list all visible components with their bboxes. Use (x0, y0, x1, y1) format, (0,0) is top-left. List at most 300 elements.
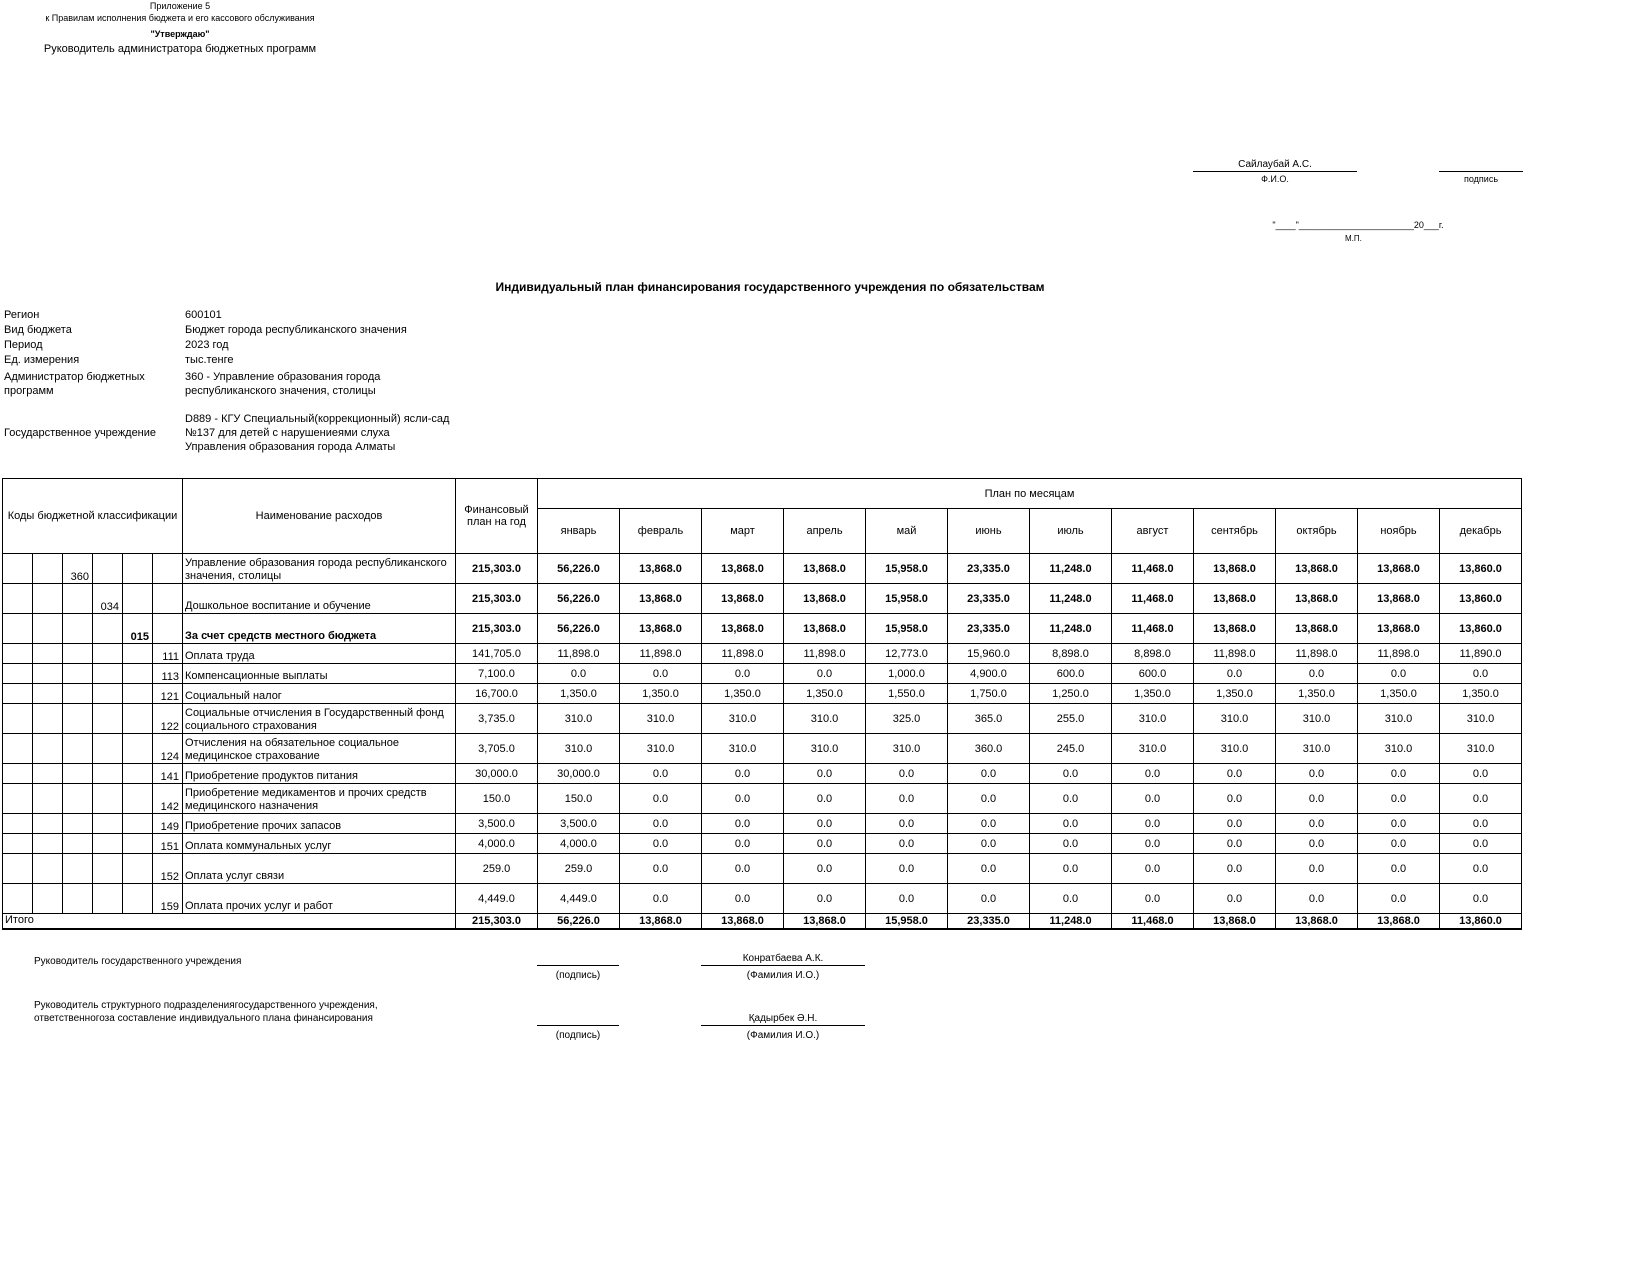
month-value: 11,468.0 (1112, 554, 1194, 584)
month-value: 0.0 (620, 784, 702, 814)
meta-value: 360 - Управление образования города республиканского значения, столицы (185, 371, 381, 397)
expense-name: Оплата прочих услуг и работ (183, 884, 456, 914)
month-value: 12,773.0 (866, 644, 948, 664)
month-value: 11,890.0 (1440, 644, 1522, 664)
month-value: 310.0 (866, 734, 948, 764)
month-value: 1,000.0 (866, 664, 948, 684)
code-cell (33, 764, 63, 784)
code-program (93, 884, 123, 914)
code-administrator (63, 614, 93, 644)
code-subprogram (123, 764, 153, 784)
month-value: 1,350.0 (1358, 684, 1440, 704)
month-value: 0.0 (1358, 664, 1440, 684)
code-specifier: 159 (153, 884, 183, 914)
total-month-value: 13,868.0 (1276, 914, 1358, 929)
code-cell (3, 814, 33, 834)
meta-label: Вид бюджета (4, 324, 72, 336)
meta-label: Государственное учреждение (4, 427, 157, 439)
header-month: май (866, 509, 948, 554)
month-value: 13,868.0 (1358, 614, 1440, 644)
month-value: 0.0 (620, 834, 702, 854)
month-value: 245.0 (1030, 734, 1112, 764)
month-value: 13,868.0 (1194, 554, 1276, 584)
code-administrator (63, 764, 93, 784)
annual-plan-value: 7,100.0 (456, 664, 538, 684)
month-value: 0.0 (1358, 764, 1440, 784)
meta-value: 600101 (185, 309, 222, 321)
month-value: 0.0 (1112, 764, 1194, 784)
month-value: 0.0 (1440, 814, 1522, 834)
expense-name: Приобретение продуктов питания (183, 764, 456, 784)
month-value: 0.0 (702, 814, 784, 834)
month-value: 4,449.0 (538, 884, 620, 914)
document-title: Индивидуальный план финансирования государственного учреждения по обязательствам (495, 280, 1045, 294)
meta-label: Период (4, 339, 43, 351)
month-value: 13,860.0 (1440, 584, 1522, 614)
month-value: 13,868.0 (1194, 614, 1276, 644)
month-value: 0.0 (1358, 814, 1440, 834)
code-specifier: 141 (153, 764, 183, 784)
month-value: 255.0 (1030, 704, 1112, 734)
month-value: 365.0 (948, 704, 1030, 734)
month-value: 13,868.0 (784, 614, 866, 644)
code-program (93, 734, 123, 764)
code-cell (33, 814, 63, 834)
month-value: 1,550.0 (866, 684, 948, 704)
meta-label: Администратор бюджетных программ (4, 371, 145, 397)
table-row (3, 734, 1522, 764)
annual-plan-value: 215,303.0 (456, 554, 538, 584)
month-value: 0.0 (1276, 834, 1358, 854)
month-value: 13,868.0 (784, 554, 866, 584)
code-cell (33, 664, 63, 684)
table-row (3, 884, 1522, 914)
month-value: 310.0 (1112, 734, 1194, 764)
code-program (93, 704, 123, 734)
month-value: 13,868.0 (1276, 614, 1358, 644)
table-row (3, 854, 1522, 884)
month-value: 310.0 (702, 734, 784, 764)
code-subprogram (123, 584, 153, 614)
month-value: 0.0 (1440, 764, 1522, 784)
code-cell (3, 834, 33, 854)
footer-head-name-line (701, 965, 865, 966)
expense-name: Управление образования города республиканского значения, столицы (183, 554, 456, 584)
month-value: 23,335.0 (948, 554, 1030, 584)
month-value: 0.0 (1030, 834, 1112, 854)
header-month: июль (1030, 509, 1112, 554)
code-subprogram: 015 (123, 614, 153, 644)
code-cell (3, 854, 33, 884)
code-cell (33, 584, 63, 614)
month-value: 360.0 (948, 734, 1030, 764)
total-month-value: 13,868.0 (702, 914, 784, 929)
code-specifier (153, 584, 183, 614)
month-value: 0.0 (784, 784, 866, 814)
month-value: 0.0 (1194, 764, 1276, 784)
month-value: 1,350.0 (784, 684, 866, 704)
code-subprogram (123, 704, 153, 734)
code-specifier: 113 (153, 664, 183, 684)
code-cell (33, 834, 63, 854)
month-value: 0.0 (620, 764, 702, 784)
month-value: 0.0 (620, 814, 702, 834)
month-value: 1,350.0 (538, 684, 620, 704)
footer-sub-label-1: Руководитель структурного подразделениягосударственного учреждения, (34, 1000, 378, 1011)
annual-plan-value: 3,500.0 (456, 814, 538, 834)
code-subprogram (123, 664, 153, 684)
footer-head-name: Конратбаева А.К. (742, 953, 824, 964)
month-value: 1,350.0 (1194, 684, 1276, 704)
month-value: 600.0 (1112, 664, 1194, 684)
code-subprogram (123, 734, 153, 764)
code-administrator (63, 704, 93, 734)
financing-plan-table (2, 478, 1522, 930)
code-program (93, 554, 123, 584)
code-specifier: 124 (153, 734, 183, 764)
month-value: 0.0 (784, 814, 866, 834)
month-value: 0.0 (702, 764, 784, 784)
total-row (3, 914, 1522, 929)
expense-name: Социальный налог (183, 684, 456, 704)
month-value: 0.0 (1030, 814, 1112, 834)
month-value: 0.0 (1030, 854, 1112, 884)
month-value: 600.0 (1030, 664, 1112, 684)
annual-plan-value: 150.0 (456, 784, 538, 814)
code-program (93, 764, 123, 784)
month-value: 1,350.0 (1112, 684, 1194, 704)
code-administrator: 360 (63, 554, 93, 584)
month-value: 150.0 (538, 784, 620, 814)
month-value: 11,468.0 (1112, 584, 1194, 614)
month-value: 13,860.0 (1440, 554, 1522, 584)
month-value: 310.0 (538, 734, 620, 764)
month-value: 310.0 (1440, 734, 1522, 764)
table-row (3, 684, 1522, 704)
code-cell (3, 734, 33, 764)
month-value: 11,248.0 (1030, 614, 1112, 644)
total-month-value: 13,868.0 (620, 914, 702, 929)
footer-head-label: Руководитель государственного учреждения (34, 956, 242, 967)
month-value: 11,898.0 (1358, 644, 1440, 664)
appendix-number: Приложение 5 (149, 1, 211, 11)
month-value: 310.0 (1440, 704, 1522, 734)
month-value: 15,958.0 (866, 554, 948, 584)
month-value: 0.0 (784, 834, 866, 854)
code-program (93, 814, 123, 834)
month-value: 1,350.0 (1440, 684, 1522, 704)
month-value: 8,898.0 (1112, 644, 1194, 664)
month-value: 11,898.0 (1194, 644, 1276, 664)
annual-plan-value: 30,000.0 (456, 764, 538, 784)
header-month: июнь (948, 509, 1030, 554)
code-program (93, 644, 123, 664)
header-month: апрель (784, 509, 866, 554)
expense-name: Приобретение медикаментов и прочих средств медицинского назначения (183, 784, 456, 814)
month-value: 0.0 (866, 814, 948, 834)
month-value: 0.0 (1194, 834, 1276, 854)
month-value: 11,248.0 (1030, 554, 1112, 584)
month-value: 56,226.0 (538, 554, 620, 584)
expense-name: Отчисления на обязательное социальное медицинское страхование (183, 734, 456, 764)
footer-head-signature-caption: (подпись) (555, 970, 601, 981)
header-month: август (1112, 509, 1194, 554)
footer-head-signature-line (537, 965, 619, 966)
stamp-place: М.П. (1345, 234, 1362, 243)
code-administrator (63, 584, 93, 614)
footer-sub-signature-caption: (подпись) (555, 1030, 601, 1041)
table-row (3, 834, 1522, 854)
month-value: 13,868.0 (702, 554, 784, 584)
month-value: 0.0 (1276, 764, 1358, 784)
approver-signature-caption: подпись (1463, 174, 1499, 184)
month-value: 0.0 (702, 884, 784, 914)
code-administrator (63, 884, 93, 914)
month-value: 11,248.0 (1030, 584, 1112, 614)
total-month-value: 56,226.0 (538, 914, 620, 929)
annual-plan-value: 141,705.0 (456, 644, 538, 664)
table-row (3, 644, 1522, 664)
header-name: Наименование расходов (183, 479, 456, 554)
month-value: 8,898.0 (1030, 644, 1112, 664)
footer-sub-signature-line (537, 1025, 619, 1026)
approver-title: Руководитель администратора бюджетных программ (43, 43, 317, 55)
code-cell (33, 614, 63, 644)
code-administrator (63, 644, 93, 664)
month-value: 0.0 (1030, 764, 1112, 784)
month-value: 13,868.0 (1276, 554, 1358, 584)
header-month: январь (538, 509, 620, 554)
meta-value: D889 - КГУ Специальный(коррекционный) ясли-сад №137 для детей с нарушениеями слуха Управления образования города Алматы (185, 413, 450, 453)
month-value: 0.0 (866, 784, 948, 814)
month-value: 13,868.0 (784, 584, 866, 614)
code-program (93, 614, 123, 644)
month-value: 11,898.0 (784, 644, 866, 664)
code-cell (3, 614, 33, 644)
month-value: 13,868.0 (620, 584, 702, 614)
month-value: 13,868.0 (620, 614, 702, 644)
code-administrator (63, 684, 93, 704)
meta-label: Регион (4, 309, 40, 321)
month-value: 310.0 (784, 734, 866, 764)
month-value: 13,860.0 (1440, 614, 1522, 644)
total-month-value: 15,958.0 (866, 914, 948, 929)
month-value: 15,958.0 (866, 584, 948, 614)
code-program (93, 784, 123, 814)
approver-signature-line (1439, 158, 1523, 172)
code-administrator (63, 734, 93, 764)
meta-value: тыс.тенге (185, 354, 234, 366)
month-value: 0.0 (866, 834, 948, 854)
code-specifier: 151 (153, 834, 183, 854)
month-value: 56,226.0 (538, 584, 620, 614)
month-value: 13,868.0 (620, 554, 702, 584)
code-program: 034 (93, 584, 123, 614)
expense-name: Оплата услуг связи (183, 854, 456, 884)
month-value: 310.0 (620, 734, 702, 764)
month-value: 0.0 (1358, 834, 1440, 854)
month-value: 0.0 (1440, 834, 1522, 854)
code-cell (3, 784, 33, 814)
approval-block (0, 0, 360, 55)
month-value: 0.0 (702, 664, 784, 684)
footer-sub-label-2: ответственногоза составление индивидуального плана финансирования (34, 1013, 373, 1024)
month-value: 0.0 (784, 854, 866, 884)
code-program (93, 834, 123, 854)
total-month-value: 11,468.0 (1112, 914, 1194, 929)
annual-plan-value: 4,000.0 (456, 834, 538, 854)
month-value: 3,500.0 (538, 814, 620, 834)
total-month-value: 13,868.0 (1358, 914, 1440, 929)
code-subprogram (123, 644, 153, 664)
code-specifier (153, 554, 183, 584)
month-value: 310.0 (1194, 734, 1276, 764)
code-subprogram (123, 814, 153, 834)
month-value: 0.0 (1358, 784, 1440, 814)
table-row (3, 814, 1522, 834)
month-value: 0.0 (1030, 884, 1112, 914)
month-value: 0.0 (702, 834, 784, 854)
month-value: 1,750.0 (948, 684, 1030, 704)
annual-plan-value: 3,705.0 (456, 734, 538, 764)
month-value: 0.0 (1194, 784, 1276, 814)
code-cell (3, 684, 33, 704)
code-subprogram (123, 684, 153, 704)
header-month: декабрь (1440, 509, 1522, 554)
footer-sub-name-caption: (Фамилия И.О.) (746, 1030, 820, 1041)
total-month-value: 13,868.0 (1194, 914, 1276, 929)
month-value: 310.0 (1358, 704, 1440, 734)
table-row (3, 584, 1522, 614)
header-annual-plan: Финансовый план на год (456, 479, 538, 554)
month-value: 0.0 (784, 764, 866, 784)
annual-plan-value: 215,303.0 (456, 584, 538, 614)
month-value: 11,898.0 (620, 644, 702, 664)
appendix-rules: к Правилам исполнения бюджета и его кассового обслуживания (45, 13, 315, 23)
month-value: 310.0 (1194, 704, 1276, 734)
header-month: ноябрь (1358, 509, 1440, 554)
expense-name: Оплата труда (183, 644, 456, 664)
month-value: 11,898.0 (702, 644, 784, 664)
total-month-value: 13,860.0 (1440, 914, 1522, 929)
code-program (93, 854, 123, 884)
code-administrator (63, 784, 93, 814)
code-specifier: 149 (153, 814, 183, 834)
month-value: 11,898.0 (538, 644, 620, 664)
month-value: 325.0 (866, 704, 948, 734)
month-value: 310.0 (1276, 734, 1358, 764)
month-value: 1,350.0 (702, 684, 784, 704)
month-value: 310.0 (538, 704, 620, 734)
month-value: 0.0 (1194, 664, 1276, 684)
month-value: 4,000.0 (538, 834, 620, 854)
code-subprogram (123, 784, 153, 814)
month-value: 0.0 (1440, 854, 1522, 884)
code-cell (3, 764, 33, 784)
month-value: 0.0 (702, 854, 784, 884)
month-value: 0.0 (784, 664, 866, 684)
month-value: 0.0 (1276, 854, 1358, 884)
code-cell (33, 684, 63, 704)
header-month: март (702, 509, 784, 554)
code-cell (3, 884, 33, 914)
meta-label: Ед. измерения (4, 354, 80, 366)
month-value: 310.0 (702, 704, 784, 734)
table-row (3, 704, 1522, 734)
code-cell (33, 734, 63, 764)
table-row (3, 664, 1522, 684)
code-cell (33, 784, 63, 814)
month-value: 0.0 (1112, 854, 1194, 884)
code-specifier: 142 (153, 784, 183, 814)
month-value: 0.0 (1194, 854, 1276, 884)
code-specifier: 111 (153, 644, 183, 664)
month-value: 13,868.0 (702, 584, 784, 614)
month-value: 23,335.0 (948, 584, 1030, 614)
code-program (93, 684, 123, 704)
expense-name: Компенсационные выплаты (183, 664, 456, 684)
header-months: План по месяцам (538, 479, 1522, 509)
code-cell (33, 704, 63, 734)
month-value: 0.0 (1440, 884, 1522, 914)
month-value: 0.0 (702, 784, 784, 814)
month-value: 0.0 (1112, 834, 1194, 854)
code-administrator (63, 834, 93, 854)
month-value: 0.0 (538, 664, 620, 684)
month-value: 0.0 (866, 884, 948, 914)
annual-plan-value: 259.0 (456, 854, 538, 884)
code-cell (3, 554, 33, 584)
month-value: 11,898.0 (1276, 644, 1358, 664)
month-value: 0.0 (866, 854, 948, 884)
month-value: 1,350.0 (620, 684, 702, 704)
code-cell (33, 554, 63, 584)
footer-sub-name-line (701, 1025, 865, 1026)
meta-value: Бюджет города республиканского значения (185, 324, 407, 336)
month-value: 1,250.0 (1030, 684, 1112, 704)
total-annual-plan: 215,303.0 (456, 914, 538, 929)
approval-date-line: "____"_______________________20___г. (1272, 220, 1444, 230)
annual-plan-value: 4,449.0 (456, 884, 538, 914)
month-value: 56,226.0 (538, 614, 620, 644)
month-value: 0.0 (784, 884, 866, 914)
month-value: 0.0 (1194, 884, 1276, 914)
annual-plan-value: 215,303.0 (456, 614, 538, 644)
code-subprogram (123, 834, 153, 854)
code-cell (33, 884, 63, 914)
month-value: 0.0 (948, 764, 1030, 784)
month-value: 13,868.0 (1358, 554, 1440, 584)
approver-fio: Сайлаубай А.С. (1193, 158, 1357, 172)
month-value: 0.0 (1276, 784, 1358, 814)
approve-stamp: "Утверждаю" (150, 29, 210, 39)
month-value: 0.0 (948, 884, 1030, 914)
month-value: 23,335.0 (948, 614, 1030, 644)
month-value: 0.0 (620, 884, 702, 914)
code-administrator (63, 814, 93, 834)
annual-plan-value: 16,700.0 (456, 684, 538, 704)
code-cell (3, 584, 33, 614)
expense-name: Дошкольное воспитание и обучение (183, 584, 456, 614)
month-value: 0.0 (1358, 884, 1440, 914)
month-value: 259.0 (538, 854, 620, 884)
month-value: 13,868.0 (702, 614, 784, 644)
month-value: 13,868.0 (1358, 584, 1440, 614)
expense-name: Приобретение прочих запасов (183, 814, 456, 834)
code-subprogram (123, 554, 153, 584)
month-value: 310.0 (784, 704, 866, 734)
month-value: 0.0 (948, 784, 1030, 814)
